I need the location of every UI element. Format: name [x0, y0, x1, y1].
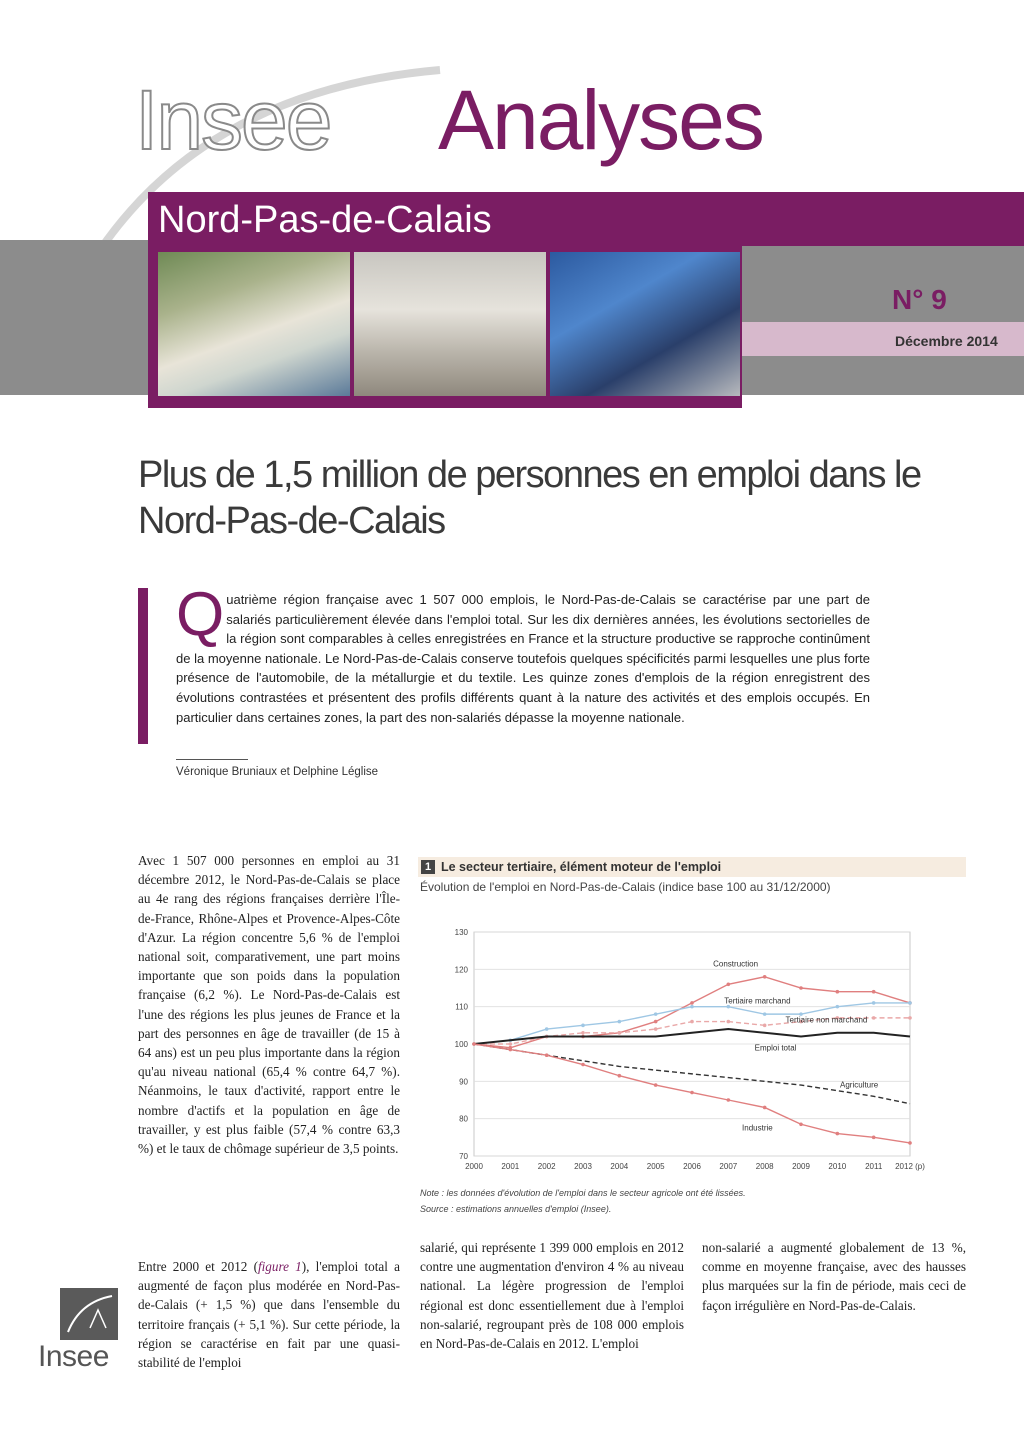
- body-paragraph-2-end: ), l'emploi total a augmenté de façon plus modérée en Nord-Pas-de-Calais (+ 1,5 %) que dans l'ensemble du territoire français (+ 5,1 %). Sur cette période, la région se caractérise en fait par une quasi-stabilité de l'emploi: [138, 1259, 400, 1371]
- authors: Véronique Bruniaux et Delphine Léglise: [176, 766, 379, 778]
- employment-line-chart: [418, 920, 938, 1182]
- series-point: [690, 1001, 694, 1005]
- brand-analyses: Analyses: [438, 73, 763, 167]
- series-point: [799, 1122, 803, 1126]
- series-label: Agriculture: [840, 1080, 879, 1090]
- series-label: Industrie: [742, 1123, 773, 1133]
- brand-insee: Insee: [135, 73, 331, 167]
- series-point: [836, 1132, 840, 1136]
- series-point: [872, 1016, 876, 1020]
- x-tick-label: 2008: [755, 1162, 774, 1171]
- series-label: Emploi total: [754, 1043, 797, 1053]
- figure-note: Note : les données d'évolution de l'emploi dans le secteur agricole ont été lissées.: [420, 1188, 746, 1198]
- series-point: [654, 1012, 658, 1016]
- x-tick-label: 2009: [792, 1162, 810, 1171]
- y-tick-label: 90: [459, 1077, 468, 1087]
- series-point: [872, 990, 876, 994]
- x-tick-label: 2003: [574, 1162, 592, 1171]
- series-point: [836, 990, 840, 994]
- series-point: [799, 986, 803, 990]
- series-point: [836, 1005, 840, 1009]
- y-tick-label: 70: [459, 1152, 468, 1161]
- abstract-text: uatrième région française avec 1 507 000 emplois, le Nord-Pas-de-Calais se caractérise par une part de salariés particulièrement élevée dans l'emploi total. Sur les dix dernières années, les évolutions sectorielles de la région sont comparables à celles enregistrées en France et la structure productive se rapproche continûment de la moyenne nationale. Le Nord-Pas-de-Calais conserve toutefois quelques spécificités parmi lesquelles une plus forte présence de l'automobile, de la métallurgie et du textile. Les quinze zones d'emplois de la région enregistrent des évolutions contrastées et présentent des profils différents quant à la nature des activités et des emplois occupés. En particulier dans certaines zones, la part des non-salariés dépasse la moyenne nationale.: [176, 592, 870, 725]
- series-label: Construction: [713, 959, 759, 969]
- series-point: [618, 1020, 622, 1024]
- series-point: [690, 1005, 694, 1009]
- series-point: [545, 1053, 549, 1057]
- figure-number: 1: [421, 860, 435, 874]
- figure-1-link[interactable]: figure 1: [257, 1259, 302, 1274]
- article-title: Plus de 1,5 million de personnes en emploi dans le Nord-Pas-de-Calais: [138, 454, 921, 542]
- body-paragraph-1: [138, 851, 400, 1158]
- series-point: [763, 1106, 767, 1110]
- series-point: [727, 1098, 731, 1102]
- series-point: [690, 1020, 694, 1024]
- x-tick-label: 2011: [865, 1162, 883, 1171]
- figure-source: Source : estimations annuelles d'emploi (Insee).: [420, 1204, 612, 1214]
- series-point: [763, 975, 767, 979]
- figure-title: Le secteur tertiaire, élément moteur de l'emploi: [441, 860, 722, 874]
- series-point: [545, 1027, 549, 1031]
- x-tick-label: 2006: [683, 1162, 701, 1171]
- body-paragraph-3: salarié, qui représente 1 399 000 emplois en 2012 contre une augmentation d'environ 4 % au niveau national. La légère progression de l'emploi régional est donc essentiellement due à l'emploi non-salarié, regroupant près de 108 000 emplois en Nord-Pas-de-Calais en 2012. L'emploi: [420, 1240, 684, 1352]
- series-point: [908, 1141, 912, 1145]
- abstract-dropcap: Q: [176, 580, 225, 649]
- body-paragraph-1-text: Avec 1 507 000 personnes en emploi au 31 décembre 2012, le Nord-Pas-de-Calais se place au 4e rang des régions françaises derrière l'Île-de-France, Rhône-Alpes et Provence-Alpes-Côte d'Azur. La région concentre 5,6 % de l'emploi national soit, comparativement, une part moins importante que son poids dans la population française (6,2 %). Le Nord-Pas-de-Calais est l'une des régions les plus jeunes de France et la part des personnes en âge de travailler (de 15 à 64 ans) est un peu plus importante dans la région qu'au niveau national (65,4 % contre 64,7 %). Néanmoins, le taux d'activité, rapport entre le nombre d'actifs et la population en âge de travailler, y est plus faible (57,4 % contre 63,3 %) et le taux de chômage supérieur de 3,5 points.: [138, 853, 400, 1157]
- body-paragraph-2: [138, 1257, 400, 1372]
- series-point: [654, 1020, 658, 1024]
- y-tick-label: 100: [454, 1040, 468, 1049]
- series-point: [763, 1012, 767, 1016]
- series-point: [908, 1016, 912, 1020]
- x-tick-label: 2000: [465, 1162, 483, 1171]
- series-label: Tertiaire non marchand: [785, 1015, 868, 1025]
- x-tick-label: 2012 (p): [895, 1162, 925, 1171]
- insee-logo-mark: [60, 1288, 118, 1340]
- abstract-accent-bar: [138, 588, 148, 744]
- abstract: [176, 580, 870, 727]
- series-point: [763, 1024, 767, 1028]
- series-point: [581, 1031, 585, 1035]
- logo-swoosh-icon: [60, 1288, 118, 1340]
- series-point: [509, 1048, 513, 1052]
- x-tick-label: 2007: [719, 1162, 738, 1171]
- body-paragraph-2-start: Entre 2000 et 2012 (: [138, 1259, 258, 1274]
- body-paragraph-4: non-salarié a augmenté globalement de 13 %, comme en moyenne française, avec des hausses plus marquées sur la fin de période, mais ceci de façon irrégulière en Nord-Pas-de-Calais.: [702, 1240, 966, 1313]
- x-tick-label: 2001: [501, 1162, 520, 1171]
- x-tick-label: 2005: [646, 1162, 665, 1171]
- series-point: [618, 1074, 622, 1078]
- series-point: [727, 1020, 731, 1024]
- series-point: [908, 1001, 912, 1005]
- series-point: [690, 1091, 694, 1095]
- y-tick-label: 80: [459, 1114, 468, 1124]
- series-point: [472, 1042, 476, 1046]
- series-label: Tertiaire marchand: [724, 996, 791, 1006]
- issue-number: N° 9: [892, 284, 947, 315]
- y-tick-label: 110: [455, 1002, 468, 1012]
- photo-building: [550, 252, 740, 396]
- series-point: [654, 1083, 658, 1087]
- region-title: Nord-Pas-de-Calais: [158, 199, 492, 241]
- x-tick-label: 2004: [610, 1162, 629, 1171]
- series-point: [872, 1001, 876, 1005]
- photo-museum: [354, 252, 546, 396]
- series-point: [581, 1024, 585, 1028]
- authors-divider: [176, 759, 248, 760]
- series-point: [872, 1136, 876, 1140]
- x-tick-label: 2010: [828, 1162, 847, 1171]
- series-point: [654, 1027, 658, 1031]
- issue-date: Décembre 2014: [895, 333, 998, 349]
- series-point: [581, 1063, 585, 1067]
- insee-logo-text: Insee: [38, 1340, 109, 1373]
- series-point: [509, 1042, 513, 1046]
- series-point: [618, 1031, 622, 1035]
- y-tick-label: 120: [454, 965, 468, 975]
- y-tick-label: 130: [454, 928, 468, 937]
- photo-cliffs: [158, 252, 350, 396]
- figure-subtitle: Évolution de l'emploi en Nord-Pas-de-Calais (indice base 100 au 31/12/2000): [420, 880, 831, 894]
- series-point: [727, 982, 731, 986]
- x-tick-label: 2002: [537, 1162, 556, 1171]
